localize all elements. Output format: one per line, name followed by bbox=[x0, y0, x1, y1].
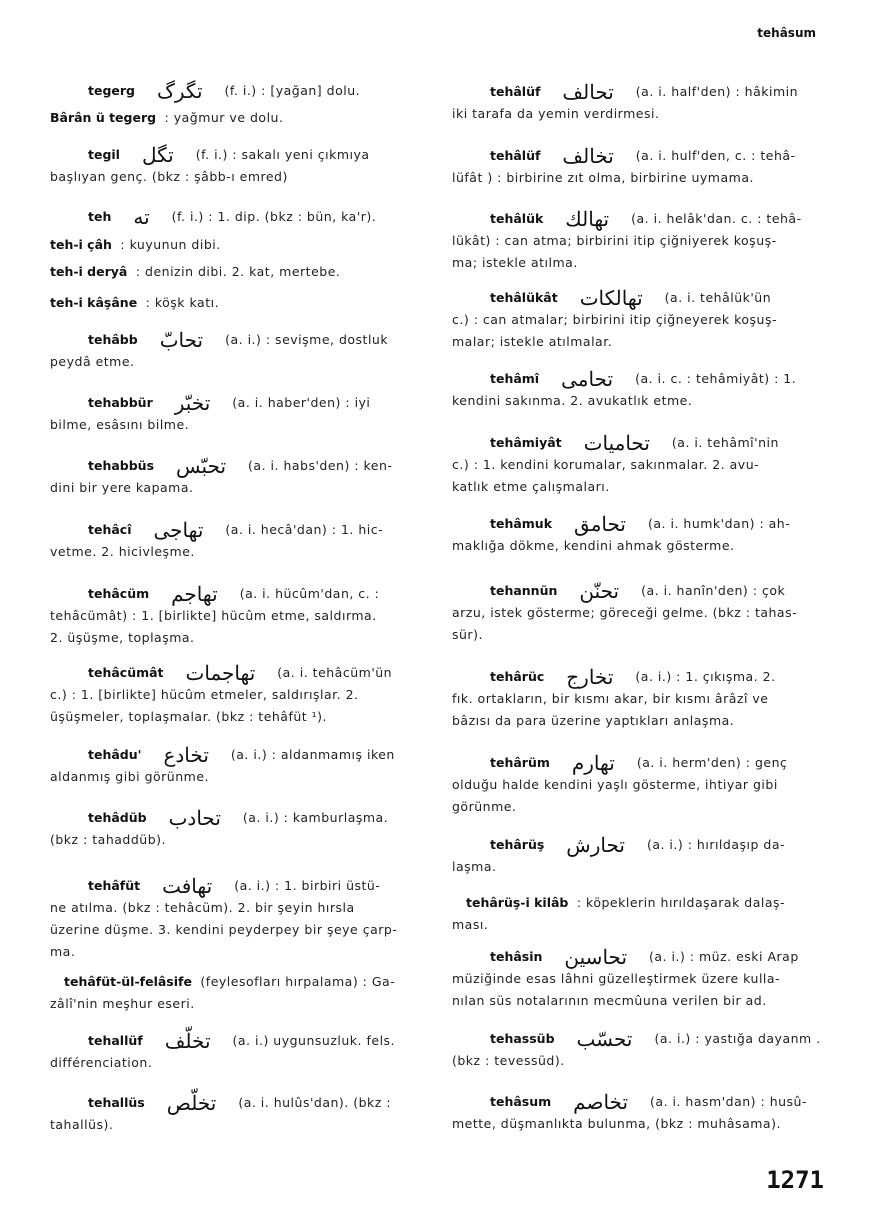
headword: tehârüş-i kilâb bbox=[466, 895, 569, 910]
headword: teh-i deryâ bbox=[50, 264, 128, 279]
dictionary-entry bbox=[452, 368, 830, 412]
grammar-definition: (a. i. hulf'den, c. : tehâ- bbox=[635, 148, 796, 163]
headword: tehârüm bbox=[490, 755, 550, 770]
definition-line: ma; istekle atılma. bbox=[452, 255, 578, 270]
headword: tehâdüb bbox=[88, 810, 147, 825]
definition-line: nılan süs notalarının mecmûuna verilen bir ad. bbox=[452, 993, 767, 1008]
grammar-definition: (a. i.) : aldanmamış iken bbox=[230, 747, 395, 762]
dictionary-entry bbox=[50, 583, 426, 649]
dictionary-entry bbox=[50, 107, 426, 129]
left-column bbox=[50, 0, 426, 1223]
dictionary-entry bbox=[50, 662, 426, 728]
definition-line: tehâcümât) : 1. [birlikte] hücûm etme, saldırma. bbox=[50, 608, 377, 623]
grammar-definition: (f. i.) : [yağan] dolu. bbox=[224, 83, 361, 98]
definition-line: üşüşmeler, toplaşmalar. (bkz : tehâfüt ¹). bbox=[50, 709, 328, 724]
dictionary-entry bbox=[50, 807, 426, 851]
definition-line: (bkz : tevessüd). bbox=[452, 1053, 565, 1068]
entry-first-line bbox=[50, 807, 426, 829]
sub-entry-definition: : köşk katı. bbox=[141, 295, 220, 310]
grammar-definition: (a. i.) uygunsuzluk. fels. bbox=[232, 1033, 396, 1048]
entry-first-line bbox=[452, 946, 830, 968]
headword: tehassüb bbox=[490, 1031, 555, 1046]
definition-line: dini bir yere kapama. bbox=[50, 480, 194, 495]
grammar-definition: (a. i. hulûs'dan). (bkz : bbox=[238, 1095, 392, 1110]
arabic-script: تخاصم bbox=[573, 1090, 629, 1114]
dictionary-entry bbox=[50, 1030, 426, 1074]
definition-line: müziğinde esas lâhni güzelleştirmek üzere kulla- bbox=[452, 971, 781, 986]
entry-first-line bbox=[452, 145, 830, 167]
arabic-script: تحادب bbox=[168, 806, 221, 830]
dictionary-entry bbox=[452, 145, 830, 189]
arabic-script: تحامى bbox=[561, 367, 614, 391]
entry-first-line bbox=[50, 455, 426, 477]
arabic-script: تحاسين bbox=[564, 945, 628, 969]
headword: tegerg bbox=[88, 83, 135, 98]
entry-first-line bbox=[452, 892, 830, 914]
sub-entry-definition: : yağmur ve dolu. bbox=[160, 110, 284, 125]
arabic-script: تگل bbox=[141, 143, 174, 167]
dictionary-entry bbox=[452, 81, 830, 125]
dictionary-entry bbox=[50, 292, 426, 314]
entry-first-line bbox=[50, 971, 426, 993]
definition-line: kendini sakınma. 2. avukatlık etme. bbox=[452, 393, 693, 408]
entry-first-line bbox=[50, 292, 426, 314]
arabic-script: تخالف bbox=[562, 144, 614, 168]
definition-line: c.) : 1. [birlikte] hücûm etmeler, saldırışlar. 2. bbox=[50, 687, 359, 702]
entry-first-line bbox=[50, 744, 426, 766]
entry-first-line bbox=[50, 662, 426, 684]
definition-line: katlık etme çalışmaları. bbox=[452, 479, 610, 494]
definition-line: olduğu halde kendini yaşlı gösterme, ihtiyar gibi bbox=[452, 777, 778, 792]
headword: tehâbb bbox=[88, 332, 138, 347]
definition-line: vetme. 2. hicivleşme. bbox=[50, 544, 195, 559]
entry-first-line bbox=[50, 1092, 426, 1114]
headword: tehabbür bbox=[88, 395, 153, 410]
headword: tehâdu' bbox=[88, 747, 142, 762]
arabic-script: تخبّر bbox=[174, 391, 211, 415]
grammar-definition: (f. i.) : 1. dip. (bkz : bün, ka'r). bbox=[171, 209, 377, 224]
entry-first-line bbox=[452, 81, 830, 103]
headword: tehabbüs bbox=[88, 458, 155, 473]
grammar-definition: (a. i.) : yastığa dayanm . bbox=[654, 1031, 821, 1046]
dictionary-entry bbox=[452, 1028, 830, 1072]
definition-line: görünme. bbox=[452, 799, 517, 814]
headword: Bârân ü tegerg bbox=[50, 110, 157, 125]
entry-first-line bbox=[50, 206, 426, 228]
dictionary-entry bbox=[50, 206, 426, 228]
grammar-definition: (a. i.) : müz. eski Arap bbox=[649, 949, 799, 964]
dictionary-entry bbox=[452, 287, 830, 353]
definition-line: malar; istekle atılmalar. bbox=[452, 334, 613, 349]
arabic-script: تخلّص bbox=[166, 1091, 217, 1115]
headword: tehâlükât bbox=[490, 290, 558, 305]
definition-line: fık. ortakların, bir kısmı akar, bir kısmı ârâzî ve bbox=[452, 691, 769, 706]
dictionary-entry bbox=[50, 875, 426, 963]
headword: tehâmiyât bbox=[490, 435, 562, 450]
definition-line: üzerine düşme. 3. kendini peyderpey bir şeye çarp- bbox=[50, 922, 398, 937]
grammar-definition: (a. i. herm'den) : genç bbox=[636, 755, 788, 770]
entry-first-line bbox=[452, 834, 830, 856]
dictionary-entry bbox=[452, 432, 830, 498]
dictionary-entry bbox=[452, 946, 830, 1012]
sub-entry-definition: : denizin dibi. 2. kat, mertebe. bbox=[131, 264, 341, 279]
headword: tehannün bbox=[490, 583, 558, 598]
entry-first-line bbox=[50, 583, 426, 605]
dictionary-entry bbox=[452, 892, 830, 936]
arabic-script: تهالكات bbox=[579, 286, 643, 310]
arabic-script: تگرگ bbox=[157, 79, 203, 103]
headword: tehârüc bbox=[490, 669, 545, 684]
entry-first-line bbox=[50, 329, 426, 351]
arabic-script: تحاميات bbox=[583, 431, 650, 455]
arabic-script: تحابّ bbox=[159, 328, 204, 352]
sub-entry-definition: : kuyunun dibi. bbox=[115, 237, 221, 252]
definition-line: 2. üşüşme, toplaşma. bbox=[50, 630, 195, 645]
arabic-script: تحنّن bbox=[579, 579, 620, 603]
headword: teh bbox=[88, 209, 112, 224]
headword: tehârüş bbox=[490, 837, 545, 852]
headword: tegil bbox=[88, 147, 120, 162]
definition-line: zâlî'nin meşhur eseri. bbox=[50, 996, 195, 1011]
running-head: tehâsum bbox=[757, 26, 816, 40]
headword: tehâfüt bbox=[88, 878, 141, 893]
grammar-definition: (a. i. habs'den) : ken- bbox=[248, 458, 393, 473]
entry-first-line bbox=[50, 234, 426, 256]
page-number: 1271 bbox=[766, 1166, 824, 1194]
arabic-script: تحارش bbox=[566, 833, 625, 857]
definition-line: tahallüs). bbox=[50, 1117, 114, 1132]
headword: tehâfüt-ül-felâsife bbox=[64, 974, 192, 989]
entry-first-line bbox=[452, 432, 830, 454]
dictionary-entry bbox=[50, 971, 426, 1015]
arabic-script: تحبّس bbox=[176, 454, 227, 478]
headword: tehâmuk bbox=[490, 516, 553, 531]
definition-line: arzu, istek gösterme; göreceği gelme. (bkz : tahas- bbox=[452, 605, 798, 620]
arabic-script: تهارم bbox=[571, 751, 615, 775]
definition-line: lükât) : can atma; birbirini itip çiğniyerek koşuş- bbox=[452, 233, 777, 248]
headword: tehallüs bbox=[88, 1095, 145, 1110]
headword: tehâsin bbox=[490, 949, 543, 964]
headword: teh-i kâşâne bbox=[50, 295, 138, 310]
definition-line: aldanmış gibi görünme. bbox=[50, 769, 209, 784]
dictionary-entry bbox=[50, 455, 426, 499]
definition-line: différenciation. bbox=[50, 1055, 153, 1070]
arabic-script: تهاجى bbox=[153, 518, 204, 542]
headword: teh-i çâh bbox=[50, 237, 112, 252]
grammar-definition: (a. i. haber'den) : iyi bbox=[232, 395, 371, 410]
dictionary-entry bbox=[50, 261, 426, 283]
definition-line: bilme, esâsını bilme. bbox=[50, 417, 190, 432]
headword: tehâcî bbox=[88, 522, 132, 537]
definition-line: c.) : can atmalar; birbirini itip çiğneyerek koşuş- bbox=[452, 312, 777, 327]
dictionary-entry bbox=[452, 580, 830, 646]
definition-line: peydâ etme. bbox=[50, 354, 135, 369]
headword: tehâsum bbox=[490, 1094, 552, 1109]
grammar-definition: (a. i. c. : tehâmiyât) : 1. bbox=[635, 371, 797, 386]
entry-first-line bbox=[452, 666, 830, 688]
grammar-definition: (a. i. helâk'dan. c. : tehâ- bbox=[631, 211, 802, 226]
arabic-script: تحسّب bbox=[576, 1027, 633, 1051]
headword: tehâlük bbox=[490, 211, 544, 226]
arabic-script: تهالك bbox=[565, 207, 610, 231]
entry-first-line bbox=[452, 752, 830, 774]
entry-first-line bbox=[452, 1028, 830, 1050]
arabic-script: تهاجم bbox=[171, 582, 218, 606]
arabic-script: ته bbox=[133, 205, 150, 229]
arabic-script: تخلّف bbox=[164, 1029, 211, 1053]
grammar-definition: (a. i.) : 1. çıkışma. 2. bbox=[635, 669, 776, 684]
dictionary-entry bbox=[50, 392, 426, 436]
definition-line: ne atılma. (bkz : tehâcüm). 2. bir şeyin hırsla bbox=[50, 900, 355, 915]
entry-first-line bbox=[50, 261, 426, 283]
dictionary-entry bbox=[452, 834, 830, 878]
arabic-script: تخارج bbox=[566, 665, 614, 689]
sub-entry-definition: : köpeklerin hırıldaşarak dalaş- bbox=[572, 895, 786, 910]
entry-first-line bbox=[50, 80, 426, 102]
entry-first-line bbox=[452, 287, 830, 309]
headword: tehâcümât bbox=[88, 665, 164, 680]
entry-first-line bbox=[452, 1091, 830, 1113]
grammar-definition: (a. i.) : sevişme, dostluk bbox=[225, 332, 389, 347]
grammar-definition: (a. i.) : kamburlaşma. bbox=[242, 810, 389, 825]
dictionary-entry bbox=[50, 519, 426, 563]
grammar-definition: (a. i. tehâcüm'ün bbox=[277, 665, 393, 680]
arabic-script: تحامق bbox=[574, 512, 626, 536]
headword: tehâlüf bbox=[490, 148, 541, 163]
arabic-script: تحالف bbox=[562, 80, 614, 104]
definition-line: lüfât ) : birbirine zıt olma, birbirine uymama. bbox=[452, 170, 754, 185]
grammar-definition: (a. i. half'den) : hâkimin bbox=[635, 84, 799, 99]
dictionary-entry bbox=[50, 144, 426, 188]
entry-first-line bbox=[452, 208, 830, 230]
grammar-definition: (a. i. tehâmî'nin bbox=[671, 435, 779, 450]
entry-first-line bbox=[452, 368, 830, 390]
headword: tehâcüm bbox=[88, 586, 150, 601]
entry-first-line bbox=[50, 107, 426, 129]
grammar-definition: (a. i. hanîn'den) : çok bbox=[641, 583, 786, 598]
entry-first-line bbox=[50, 875, 426, 897]
grammar-definition: (a. i.) : 1. birbiri üstü- bbox=[234, 878, 381, 893]
grammar-definition: (a. i. hasm'dan) : husû- bbox=[650, 1094, 807, 1109]
definition-line: c.) : 1. kendini korumalar, sakınmalar. 2. avu- bbox=[452, 457, 760, 472]
arabic-script: تخادع bbox=[163, 743, 209, 767]
entry-first-line bbox=[50, 1030, 426, 1052]
headword: tehallüf bbox=[88, 1033, 143, 1048]
sub-entry-definition: (feylesofları hırpalama) : Ga- bbox=[195, 974, 396, 989]
dictionary-entry bbox=[452, 208, 830, 274]
grammar-definition: (a. i. humk'dan) : ah- bbox=[648, 516, 791, 531]
grammar-definition: (a. i. hücûm'dan, c. : bbox=[239, 586, 380, 601]
dictionary-entry bbox=[452, 513, 830, 557]
grammar-definition: (a. i. hecâ'dan) : 1. hic- bbox=[225, 522, 384, 537]
entry-first-line bbox=[50, 392, 426, 414]
grammar-definition: (a. i. tehâlük'ün bbox=[664, 290, 772, 305]
definition-line: iki tarafa da yemin verdirmesi. bbox=[452, 106, 660, 121]
definition-line: sür). bbox=[452, 627, 483, 642]
right-column bbox=[452, 0, 830, 1223]
dictionary-entry bbox=[452, 1091, 830, 1135]
headword: tehâlüf bbox=[490, 84, 541, 99]
definition-line: ma. bbox=[50, 944, 76, 959]
definition-line: maklığa dökme, kendini ahmak gösterme. bbox=[452, 538, 735, 553]
entry-first-line bbox=[452, 513, 830, 535]
definition-line: mette, düşmanlıkta bulunma, (bkz : muhâsama). bbox=[452, 1116, 781, 1131]
grammar-definition: (f. i.) : sakalı yeni çıkmıya bbox=[195, 147, 370, 162]
dictionary-entry bbox=[50, 80, 426, 102]
dictionary-entry bbox=[50, 1092, 426, 1136]
entry-first-line bbox=[452, 580, 830, 602]
definition-line: (bkz : tahaddüb). bbox=[50, 832, 166, 847]
dictionary-entry bbox=[452, 752, 830, 818]
headword: tehâmî bbox=[490, 371, 540, 386]
dictionary-entry bbox=[452, 666, 830, 732]
grammar-definition: (a. i.) : hırıldaşıp da- bbox=[646, 837, 785, 852]
arabic-script: تهافت bbox=[162, 874, 213, 898]
dictionary-entry bbox=[50, 234, 426, 256]
dictionary-entry bbox=[50, 744, 426, 788]
dictionary-entry bbox=[50, 329, 426, 373]
definition-line: ması. bbox=[452, 917, 489, 932]
arabic-script: تهاجمات bbox=[185, 661, 256, 685]
definition-line: başlıyan genç. (bkz : şâbb-ı emred) bbox=[50, 169, 288, 184]
entry-first-line bbox=[50, 144, 426, 166]
definition-line: bâzısı da para üzerine yaptıkları anlaşma. bbox=[452, 713, 735, 728]
definition-line: laşma. bbox=[452, 859, 497, 874]
entry-first-line bbox=[50, 519, 426, 541]
